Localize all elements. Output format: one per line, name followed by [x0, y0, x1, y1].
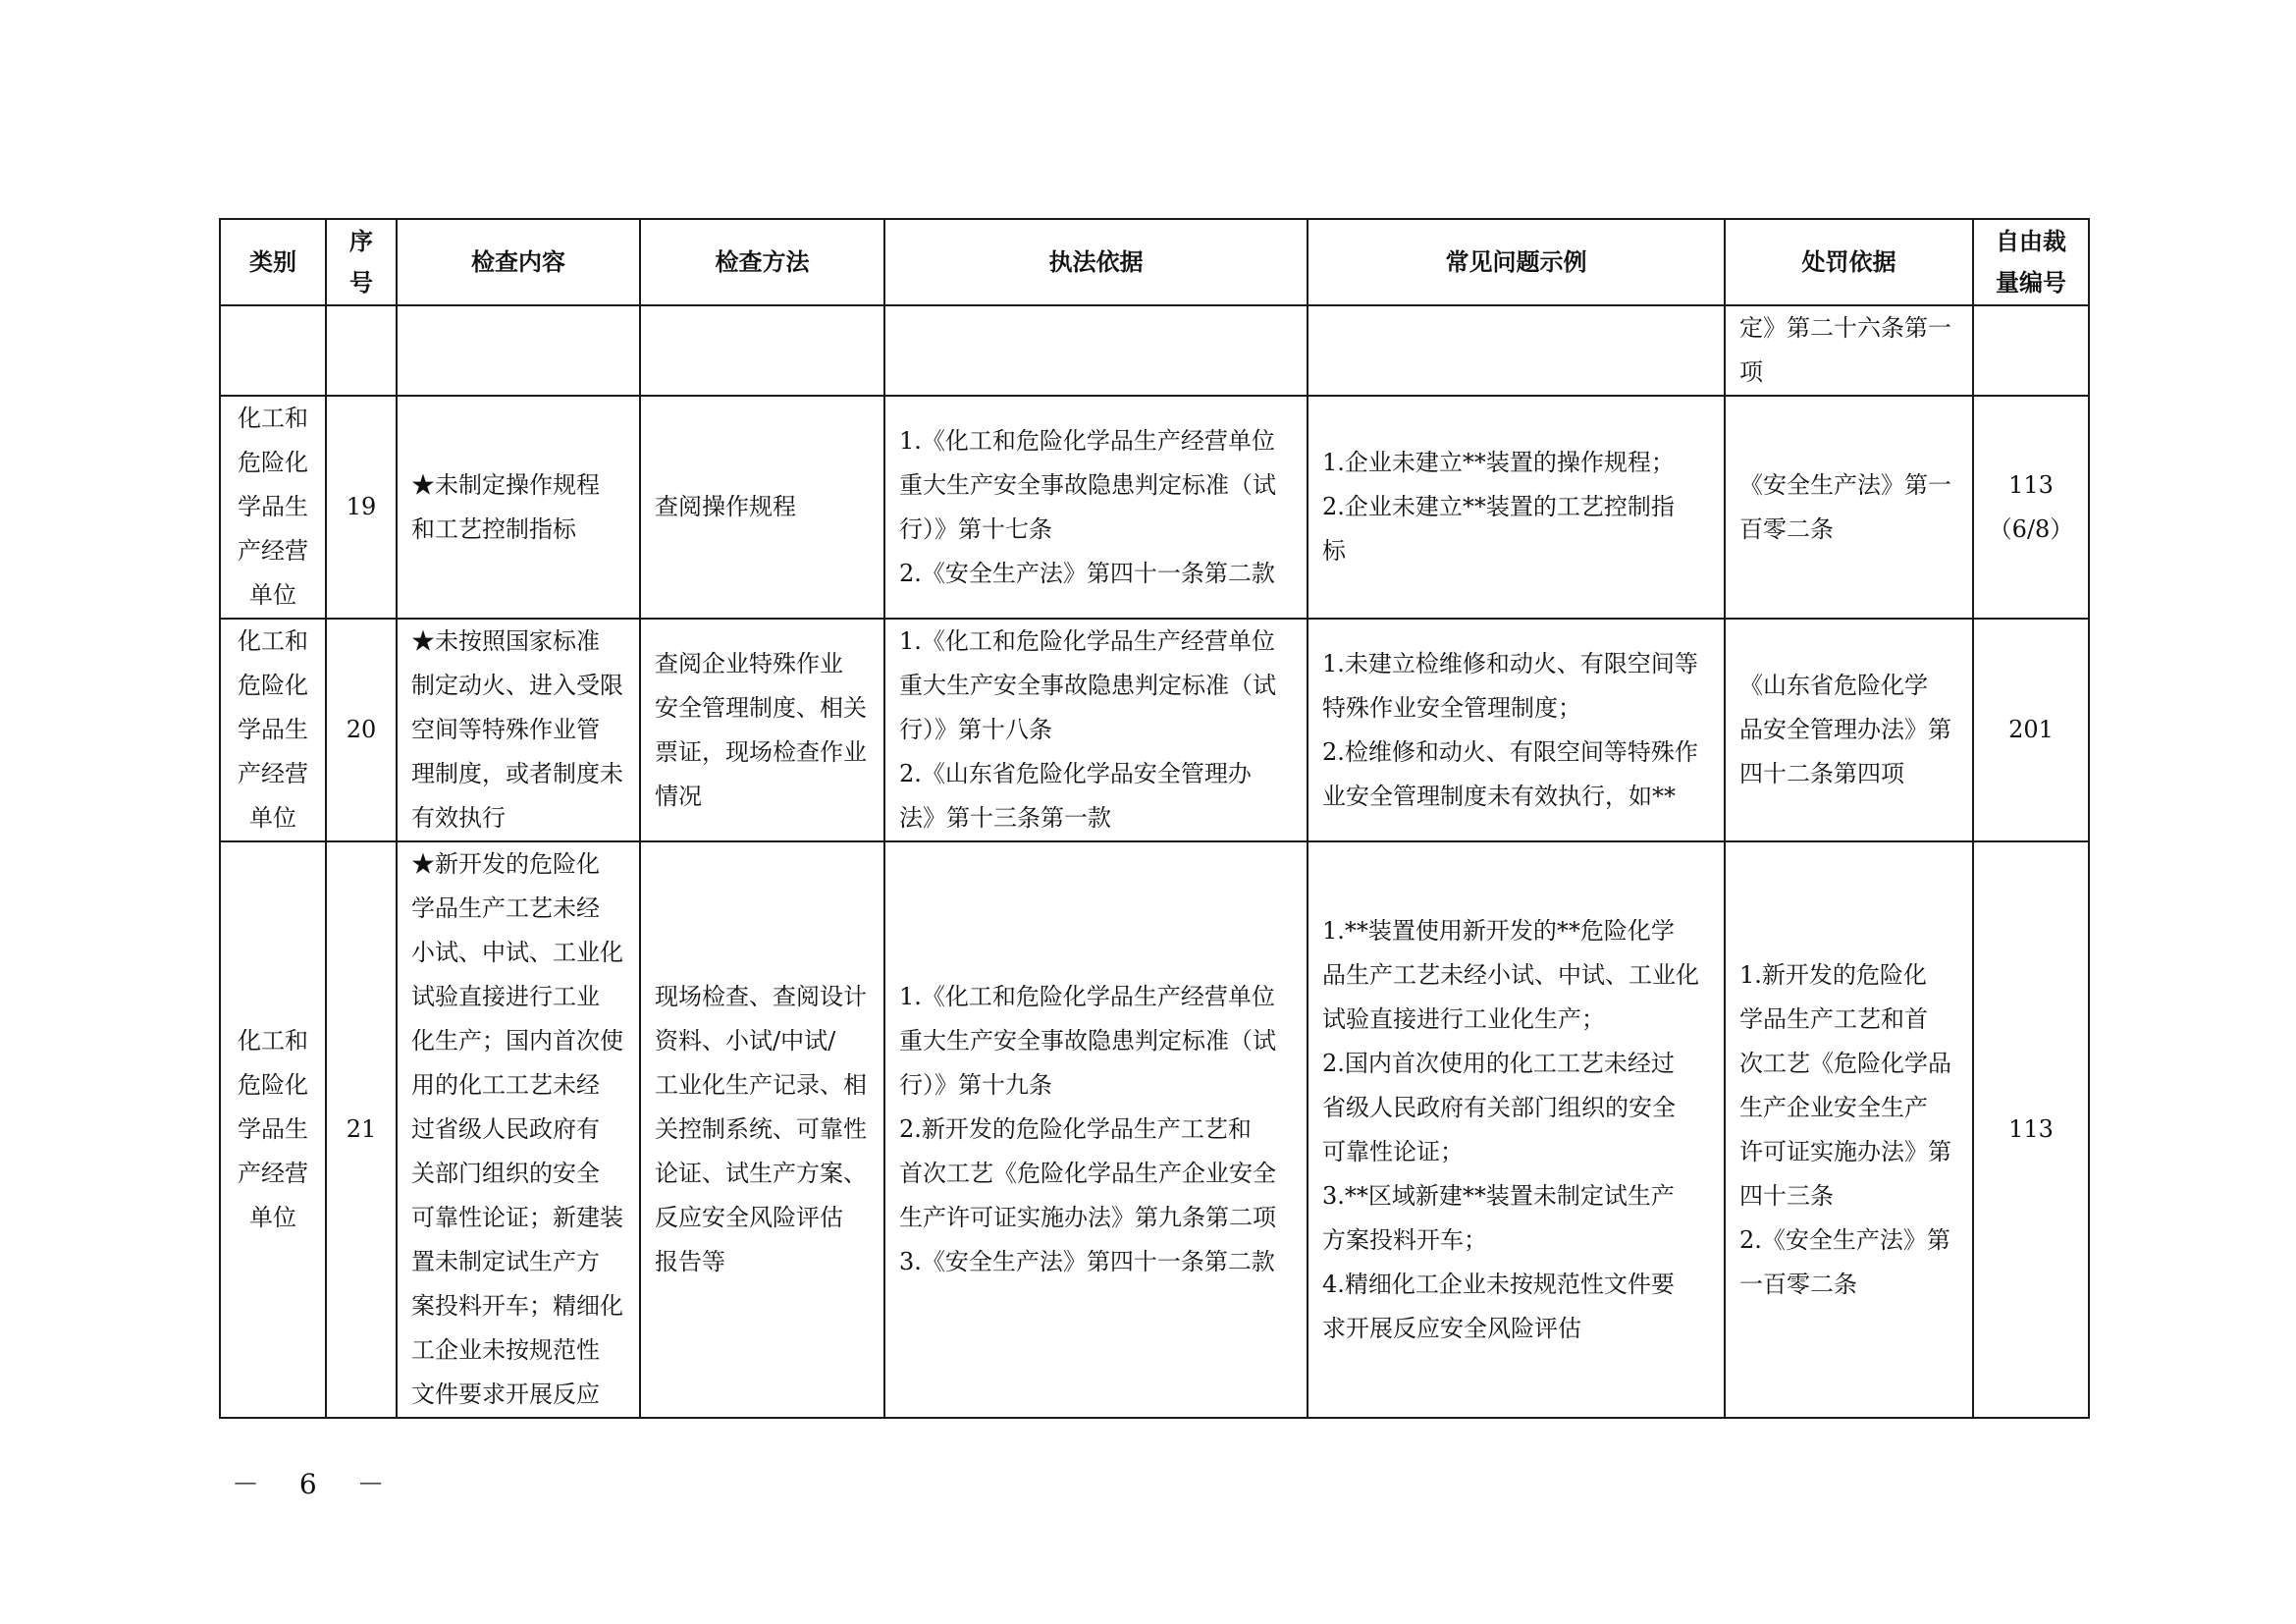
cell-method-line: 论证、试生产方案、 — [655, 1160, 867, 1187]
cell-empty — [884, 305, 1308, 396]
cell-discretion-line: （6/8） — [1988, 514, 2074, 543]
cell-empty — [397, 305, 640, 396]
cell-penalty — [1725, 841, 1973, 1418]
cell-content-line: 可靠性论证；新建装 — [411, 1204, 623, 1231]
cell-penalty-continued: 定》第二十六条第一 项 — [1725, 305, 1973, 396]
cell-examples-line: 求开展反应安全风险评估 — [1322, 1314, 1581, 1342]
cell-basis-line: 1.《化工和危险化学品生产经营单位 — [899, 426, 1275, 455]
cell-penalty-line: 次工艺《危险化学品 — [1739, 1049, 1951, 1077]
cell-discretion-line: 113 — [2008, 470, 2054, 499]
inspection-table — [219, 218, 2090, 1419]
cell-discretion-line: 113 — [2008, 1115, 2054, 1143]
cell-content-line: 文件要求开展反应 — [411, 1380, 600, 1408]
cell-content-line: ★未制定操作规程 — [411, 470, 600, 499]
cell-content-line: 学品生产工艺未经 — [411, 894, 600, 922]
cell-penalty-line: 2.《安全生产法》第 — [1739, 1225, 1950, 1254]
cell-category-line: 危险化 — [238, 1071, 308, 1099]
cell-examples-line: 1.**装置使用新开发的**危险化学 — [1322, 916, 1675, 945]
header-seq: 序 号 — [326, 219, 397, 305]
cell-content-line: 过省级人民政府有 — [411, 1115, 600, 1143]
cell-basis-line: 2.新开发的危险化学品生产工艺和 — [899, 1115, 1252, 1143]
cell-empty — [640, 305, 884, 396]
cell-basis-line: 法》第十三条第一款 — [899, 804, 1111, 832]
cell-examples-line: 4.精细化工企业未按规范性文件要 — [1322, 1270, 1675, 1298]
cell-examples-line: 3.**区域新建**装置未制定试生产 — [1322, 1181, 1675, 1210]
cell-category-line: 危险化 — [238, 449, 308, 476]
cell-method — [640, 619, 884, 841]
cell-content-line: 用的化工工艺未经 — [411, 1071, 600, 1099]
cell-examples — [1308, 396, 1725, 619]
table-row — [220, 396, 2089, 619]
cell-examples-line: 省级人民政府有关部门组织的安全 — [1322, 1093, 1676, 1121]
cell-basis-line: 1.《化工和危险化学品生产经营单位 — [899, 627, 1275, 655]
header-content: 检查内容 — [397, 219, 640, 305]
cell-penalty-line: 《安全生产法》第一 — [1739, 470, 1951, 499]
cell-content-line: 置未制定试生产方 — [411, 1248, 600, 1275]
table-row — [220, 619, 2089, 841]
cell-basis-line: 重大生产安全事故隐患判定标准（试 — [899, 1027, 1276, 1055]
cell-examples-line: 特殊作业安全管理制度； — [1322, 693, 1581, 722]
cell-penalty-line: 四十三条 — [1739, 1181, 1834, 1210]
cell-category-line: 单位 — [249, 804, 296, 832]
cell-basis-line: 行）》第十七条 — [899, 514, 1052, 543]
table-row — [220, 841, 2089, 1418]
cell-seq: 20 — [326, 619, 397, 841]
cell-examples-line: 2.检维修和动火、有限空间等特殊作 — [1322, 737, 1698, 766]
cell-penalty — [1725, 619, 1973, 841]
cell-examples-line: 2.企业未建立**装置的工艺控制指 — [1322, 493, 1675, 520]
cell-examples-line: 品生产工艺未经小试、中试、工业化 — [1322, 960, 1699, 989]
header-category: 类别 — [220, 219, 326, 305]
cell-method-line: 情况 — [655, 782, 702, 810]
cell-penalty-line: 1.新开发的危险化 — [1739, 960, 1927, 989]
cell-category-line: 化工和 — [238, 1027, 308, 1055]
cell-basis-line: 2.《安全生产法》第四十一条第二款 — [899, 559, 1275, 587]
cell-examples-line: 1.企业未建立**装置的操作规程； — [1322, 449, 1675, 476]
cell-examples-line: 方案投料开车； — [1322, 1225, 1487, 1254]
cell-content — [397, 619, 640, 841]
cell-discretion — [1973, 619, 2089, 841]
continuation-row — [220, 305, 2089, 396]
cell-examples-line: 1.未建立检维修和动火、有限空间等 — [1322, 649, 1698, 677]
header-discretion: 自由裁 量编号 — [1973, 219, 2089, 305]
cell-basis — [884, 396, 1308, 619]
cell-method-line: 查阅操作规程 — [655, 493, 796, 520]
cell-content-line: 关部门组织的安全 — [411, 1160, 600, 1187]
cell-basis-line: 首次工艺《危险化学品生产企业安全 — [899, 1160, 1276, 1187]
cell-content — [397, 396, 640, 619]
cell-penalty-line: 许可证实施办法》第 — [1739, 1137, 1951, 1165]
cell-content-line: 化生产；国内首次使 — [411, 1027, 623, 1055]
cell-category-line: 学品生 — [238, 716, 308, 743]
cell-content-line: 有效执行 — [411, 804, 506, 832]
cell-basis-line: 3.《安全生产法》第四十一条第二款 — [899, 1248, 1275, 1275]
cell-basis — [884, 841, 1308, 1418]
cell-category-line: 化工和 — [238, 627, 308, 655]
cell-content-line: 案投料开车；精细化 — [411, 1292, 623, 1320]
cell-empty — [220, 305, 326, 396]
cell-method-line: 现场检查、查阅设计 — [655, 983, 867, 1010]
cell-method — [640, 841, 884, 1418]
cell-seq: 21 — [326, 841, 397, 1418]
cell-category — [220, 619, 326, 841]
cell-method-line: 安全管理制度、相关 — [655, 693, 867, 722]
cell-content-line: 工企业未按规范性 — [411, 1336, 600, 1364]
cell-method-line: 票证，现场检查作业 — [655, 737, 867, 766]
cell-basis-line: 重大生产安全事故隐患判定标准（试 — [899, 672, 1276, 699]
cell-method-line: 资料、小试/中试/ — [655, 1027, 836, 1055]
cell-empty — [1973, 305, 2089, 396]
cell-method-line: 关控制系统、可靠性 — [655, 1115, 867, 1143]
cell-seq: 19 — [326, 396, 397, 619]
cell-category-line: 产经营 — [238, 537, 308, 565]
header-row — [220, 219, 2089, 305]
header-examples: 常见问题示例 — [1308, 219, 1725, 305]
cell-penalty-line: 四十二条第四项 — [1739, 760, 1904, 787]
cell-content — [397, 841, 640, 1418]
cell-examples-line: 试验直接进行工业化生产； — [1322, 1004, 1605, 1033]
cell-basis-line: 生产许可证实施办法》第九条第二项 — [899, 1204, 1276, 1231]
cell-basis-line: 1.《化工和危险化学品生产经营单位 — [899, 983, 1275, 1010]
cell-content-line: 制定动火、进入受限 — [411, 672, 623, 699]
cell-examples-line: 可靠性论证； — [1322, 1137, 1464, 1165]
header-penalty: 处罚依据 — [1725, 219, 1973, 305]
cell-category-line: 单位 — [249, 1204, 296, 1231]
cell-category-line: 化工和 — [238, 405, 308, 432]
cell-content-line: 空间等特殊作业管 — [411, 716, 600, 743]
cell-examples — [1308, 619, 1725, 841]
cell-category-line: 单位 — [249, 581, 296, 609]
cell-penalty-line: 《山东省危险化学 — [1739, 672, 1928, 699]
cell-content-line: ★未按照国家标准 — [411, 627, 600, 655]
cell-basis-line: 行）》第十八条 — [899, 716, 1052, 743]
cell-basis-line: 2.《山东省危险化学品安全管理办 — [899, 760, 1252, 787]
cell-penalty-line: 一百零二条 — [1739, 1270, 1857, 1298]
cell-penalty — [1725, 396, 1973, 619]
cell-method-line: 报告等 — [655, 1248, 725, 1275]
cell-method-line: 反应安全风险评估 — [655, 1204, 843, 1231]
cell-discretion — [1973, 841, 2089, 1418]
cell-method — [640, 396, 884, 619]
cell-content-line: 小试、中试、工业化 — [411, 939, 623, 966]
cell-discretion-line: 201 — [2008, 716, 2054, 743]
cell-penalty-line: 品安全管理办法》第 — [1739, 716, 1951, 743]
cell-examples-line: 业安全管理制度未有效执行，如** — [1322, 782, 1676, 810]
cell-examples-line: 2.国内首次使用的化工工艺未经过 — [1322, 1049, 1675, 1077]
page-number: － 6 － — [232, 1468, 400, 1500]
cell-category-line: 产经营 — [238, 1160, 308, 1187]
cell-category-line: 学品生 — [238, 493, 308, 520]
cell-content-line: 和工艺控制指标 — [411, 514, 576, 543]
cell-category-line: 危险化 — [238, 672, 308, 699]
cell-method-line: 查阅企业特殊作业 — [655, 649, 843, 677]
header-basis: 执法依据 — [884, 219, 1308, 305]
cell-method-line: 工业化生产记录、相 — [655, 1071, 867, 1099]
cell-penalty-line: 百零二条 — [1739, 514, 1834, 543]
cell-content-line: 理制度，或者制度未 — [411, 760, 623, 787]
cell-category-line: 学品生 — [238, 1115, 308, 1143]
cell-empty — [1308, 305, 1725, 396]
cell-examples — [1308, 841, 1725, 1418]
header-method: 检查方法 — [640, 219, 884, 305]
cell-examples-line: 标 — [1322, 537, 1346, 565]
cell-category-line: 产经营 — [238, 760, 308, 787]
cell-content-line: 试验直接进行工业 — [411, 983, 600, 1010]
cell-basis — [884, 619, 1308, 841]
cell-basis-line: 重大生产安全事故隐患判定标准（试 — [899, 470, 1276, 499]
cell-category — [220, 841, 326, 1418]
cell-category — [220, 396, 326, 619]
cell-content-line: ★新开发的危险化 — [411, 850, 600, 878]
cell-basis-line: 行）》第十九条 — [899, 1071, 1052, 1099]
cell-penalty-line: 学品生产工艺和首 — [1739, 1004, 1928, 1033]
cell-penalty-line: 生产企业安全生产 — [1739, 1093, 1928, 1121]
cell-discretion — [1973, 396, 2089, 619]
cell-empty — [326, 305, 397, 396]
